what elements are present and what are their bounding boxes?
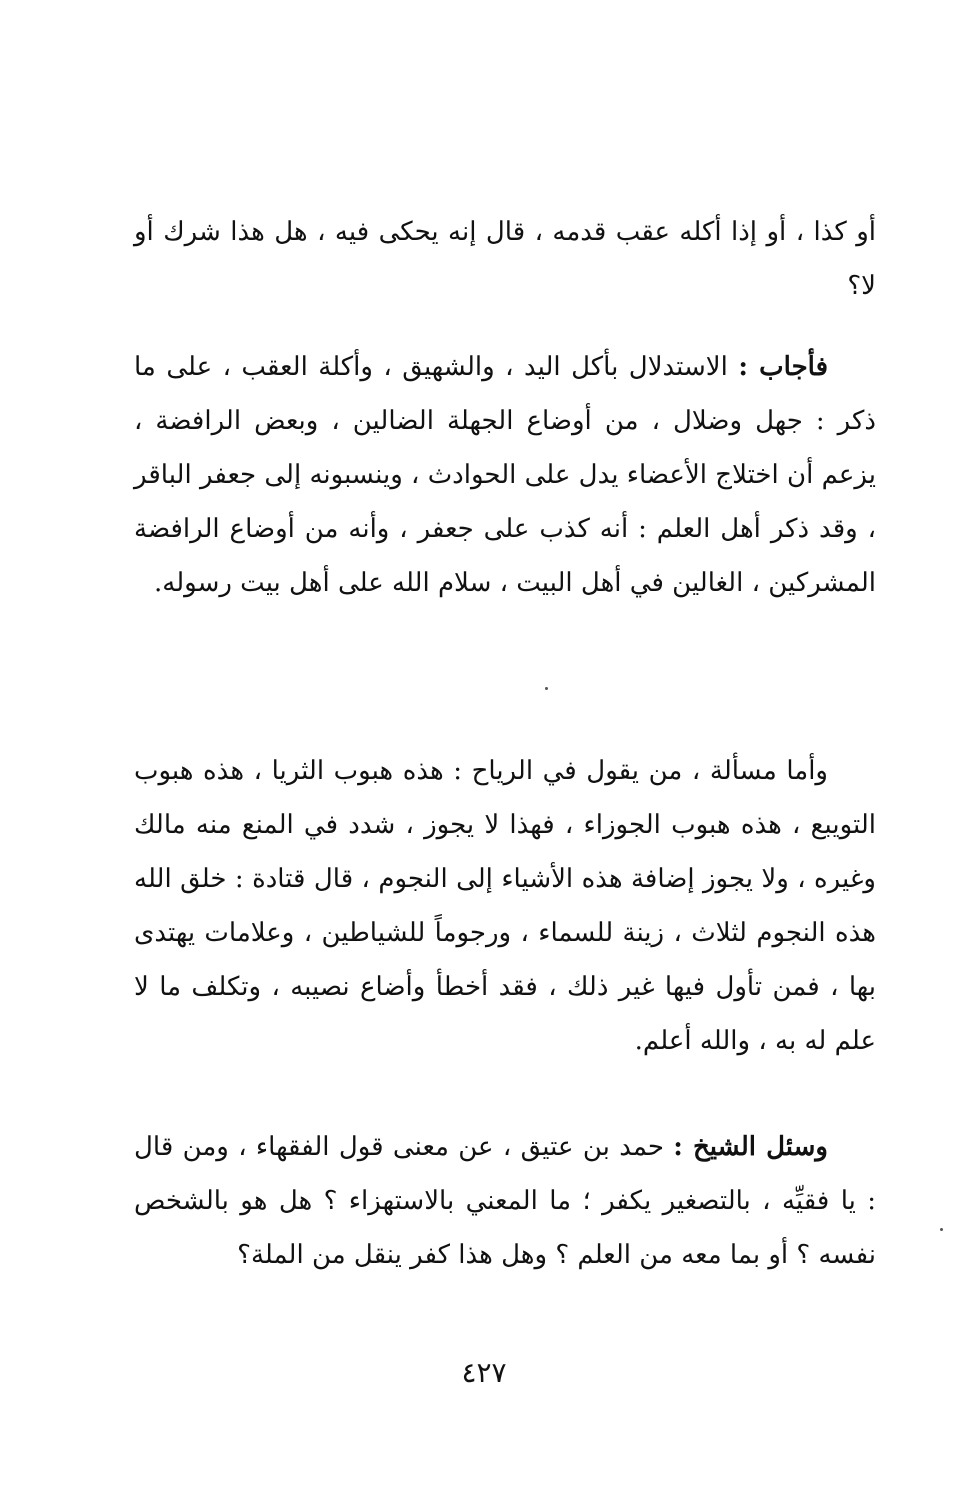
question-lead: وسئل الشيخ : [673, 1132, 828, 1162]
paragraph-text: الاستدلال بأكل اليد ، والشهيق ، وأكلة العقب ، على ما ذكر : جهل وضلال ، من أوضاع الجهلة الضالين ، وبعض الرافضة ، يزعم أن اختلاج الأعضاء يدل على الحوادث ، وينسبونه إلى جعفر الباقر ، وقد ذكر أهل العلم : أنه كذب على جعفر ، وأنه من أوضاع الرافضة المشركين ، الغالين في أهل البيت ، سلام الله على أهل بيت رسوله. [134, 352, 876, 598]
paragraph-answer [134, 340, 876, 610]
paragraph-text: وأما مسألة ، من يقول في الرياح : هذه هبوب الثريا ، هذه هبوب التويبع ، هذه هبوب الجوزاء ، فهذا لا يجوز ، شدد في المنع منه مالك وغيره ، ولا يجوز إضافة هذه الأشياء إلى النجوم ، قال قتادة : خلق الله هذه النجوم لثلاث ، زينة للسماء ، ورجوماً للشياطين ، وعلامات يهتدى بها ، فمن تأول فيها غير ذلك ، فقد أخطأ وأضاع نصيبه ، وتكلف ما لا علم له به ، والله أعلم. [134, 756, 876, 1056]
paragraph-new-question [134, 1120, 876, 1282]
scan-speck [545, 687, 548, 690]
paragraph-text: أو كذا ، أو إذا أكله عقب قدمه ، قال إنه يحكى فيه ، هل هذا شرك أو لا؟ [134, 217, 876, 301]
paragraph-text: حمد بن عتيق ، عن معنى قول الفقهاء ، ومن قال : يا فقيِّه ، بالتصغير يكفر ؛ ما المعني بالاستهزاء ؟ هل هو بالشخص نفسه ؟ أو بما معه من العلم ؟ وهل هذا كفر ينقل من الملة؟ [134, 1132, 876, 1270]
page-number: ٤٢٧ [461, 1356, 507, 1389]
paragraph-winds [134, 744, 876, 1068]
paragraph-question-continuation [134, 205, 876, 313]
answer-lead: فأجاب : [738, 352, 828, 382]
scan-speck [940, 1228, 943, 1231]
